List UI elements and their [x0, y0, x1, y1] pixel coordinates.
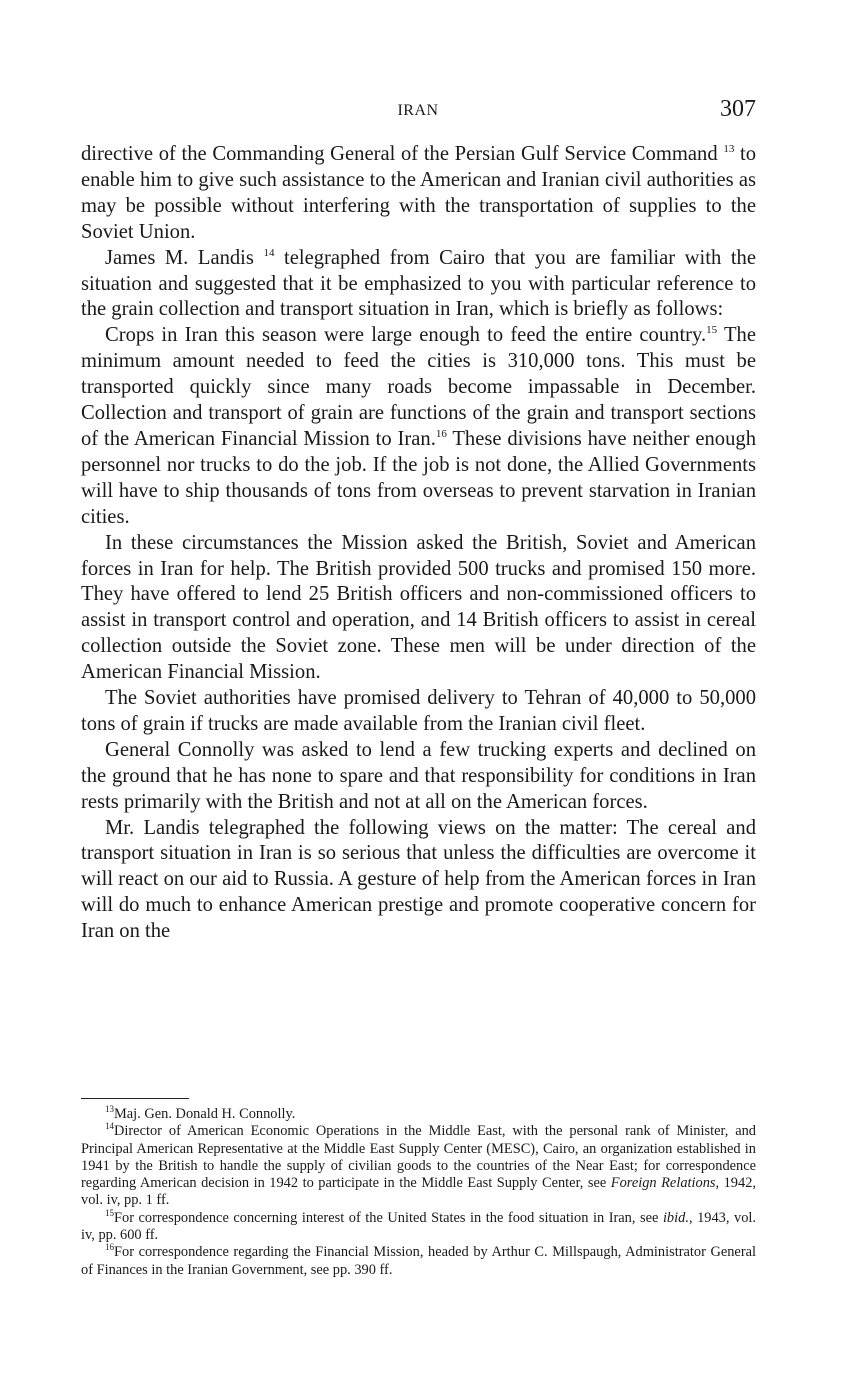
footnote-text: , 1943, vol. iv, pp. 600 ff. [81, 1209, 756, 1244]
body-text [81, 142, 756, 945]
footnote-reference: 14 [263, 246, 275, 259]
footnote-reference: 13 [723, 143, 735, 156]
footnote [81, 1106, 756, 1123]
footnote-mark: 16 [105, 1242, 114, 1253]
page-number: 307 [720, 96, 756, 122]
paragraph: The Soviet authorities have promised delivery to Tehran of 40,000 to 50,000 tons of grain if trucks are made available from the Iranian civil fleet. [81, 687, 756, 735]
footnote-text: , 1942, vol. iv, pp. 1 ff. [81, 1175, 756, 1209]
footnote [81, 1207, 756, 1245]
footnote-mark: 13 [105, 1104, 114, 1115]
running-title: IRAN [397, 102, 439, 119]
footnote [81, 1123, 756, 1209]
paragraph-text: to enable him to give such assistance to the American and Iranian civil authorities as may be possible without interfering with the transportation of supplies to the Soviet Union. [81, 143, 757, 243]
footnote-citation-title: Foreign Relations [610, 1175, 716, 1192]
paragraph-text: The minimum amount needed to feed the cities is 310,000 tons. This must be transported quickly since many roads become impassable in December. Collection and transport of grain are functions of the grain and transport sections of the American Financial Mission to Iran. [81, 324, 756, 450]
footnote-text: Maj. Gen. Donald H. Connolly. [114, 1106, 296, 1122]
paragraph [81, 246, 756, 324]
paragraph [81, 323, 756, 530]
paragraph-text: These divisions have neither enough personnel nor trucks to do the job. If the job is not done, the Allied Governments will have to ship thousands of tons from overseas to prevent starvation in Iranian cities. [81, 427, 756, 528]
running-header [80, 96, 756, 126]
footnote-text: For correspondence concerning interest of the United States in the food situation in Iran, see [114, 1209, 663, 1226]
paragraph-text: Crops in Iran this season were large enough to feed the entire country. [105, 324, 707, 347]
footnote-text: For correspondence regarding the Financial Mission, headed by Arthur C. Millspaugh, Administrator General of Finances in the Iranian Government, see pp. 390 ff. [81, 1244, 756, 1278]
footnote-mark: 15 [105, 1207, 114, 1218]
paragraph: Mr. Landis telegraphed the following views on the matter: The cereal and transport situation in Iran is so serious that unless the difficulties are overcome it will react on our aid to Russia. A gesture of help from the American forces in Iran will do much to enhance American prestige and promote cooperative concern for Iran on the [81, 816, 756, 943]
footnote-citation-title: ibid. [662, 1209, 689, 1226]
footnote [81, 1244, 756, 1279]
paragraph [81, 142, 756, 246]
paragraph: In these circumstances the Mission asked the British, Soviet and American forces in Iran for help. The British provided 500 trucks and promised 150 more. They have offered to lend 25 British officers and non-commissioned officers to assist in transport control and operation, and 14 British officers to assist in cereal collection outside the Soviet zone. These men will be under direction of the American Financial Mission. [81, 531, 756, 684]
footnote-divider [81, 1098, 189, 1099]
footnote-reference: 16 [435, 428, 447, 441]
paragraph-text: James M. Landis [105, 246, 254, 269]
paragraph-text: telegraphed from Cairo that you are familiar with the situation and suggested that it be emphasized to you with particular reference to the grain collection and transport situation in Iran, which is briefly as follows: [81, 246, 756, 321]
footnote-mark: 14 [105, 1121, 114, 1132]
footnotes [81, 1106, 756, 1279]
paragraph: General Connolly was asked to lend a few trucking experts and declined on the ground that he has none to spare and that responsibility for conditions in Iran rests primarily with the British and not at all on the American forces. [81, 738, 756, 813]
footnote-reference: 15 [706, 324, 718, 337]
footnote-text: Director of American Economic Operations in the Middle East, with the personal rank of Minister, and Principal American Representative at the Middle East Supply Center (MESC), Cairo, an organization established in 1941 by the British to handle the supply of civilian goods to the countries of the Near East; for correspondence regarding American decision in 1942 to participate in the Middle East Supply Center, see [81, 1123, 756, 1192]
paragraph-text: directive of the Commanding General of the Persian Gulf Service Command [81, 143, 718, 165]
